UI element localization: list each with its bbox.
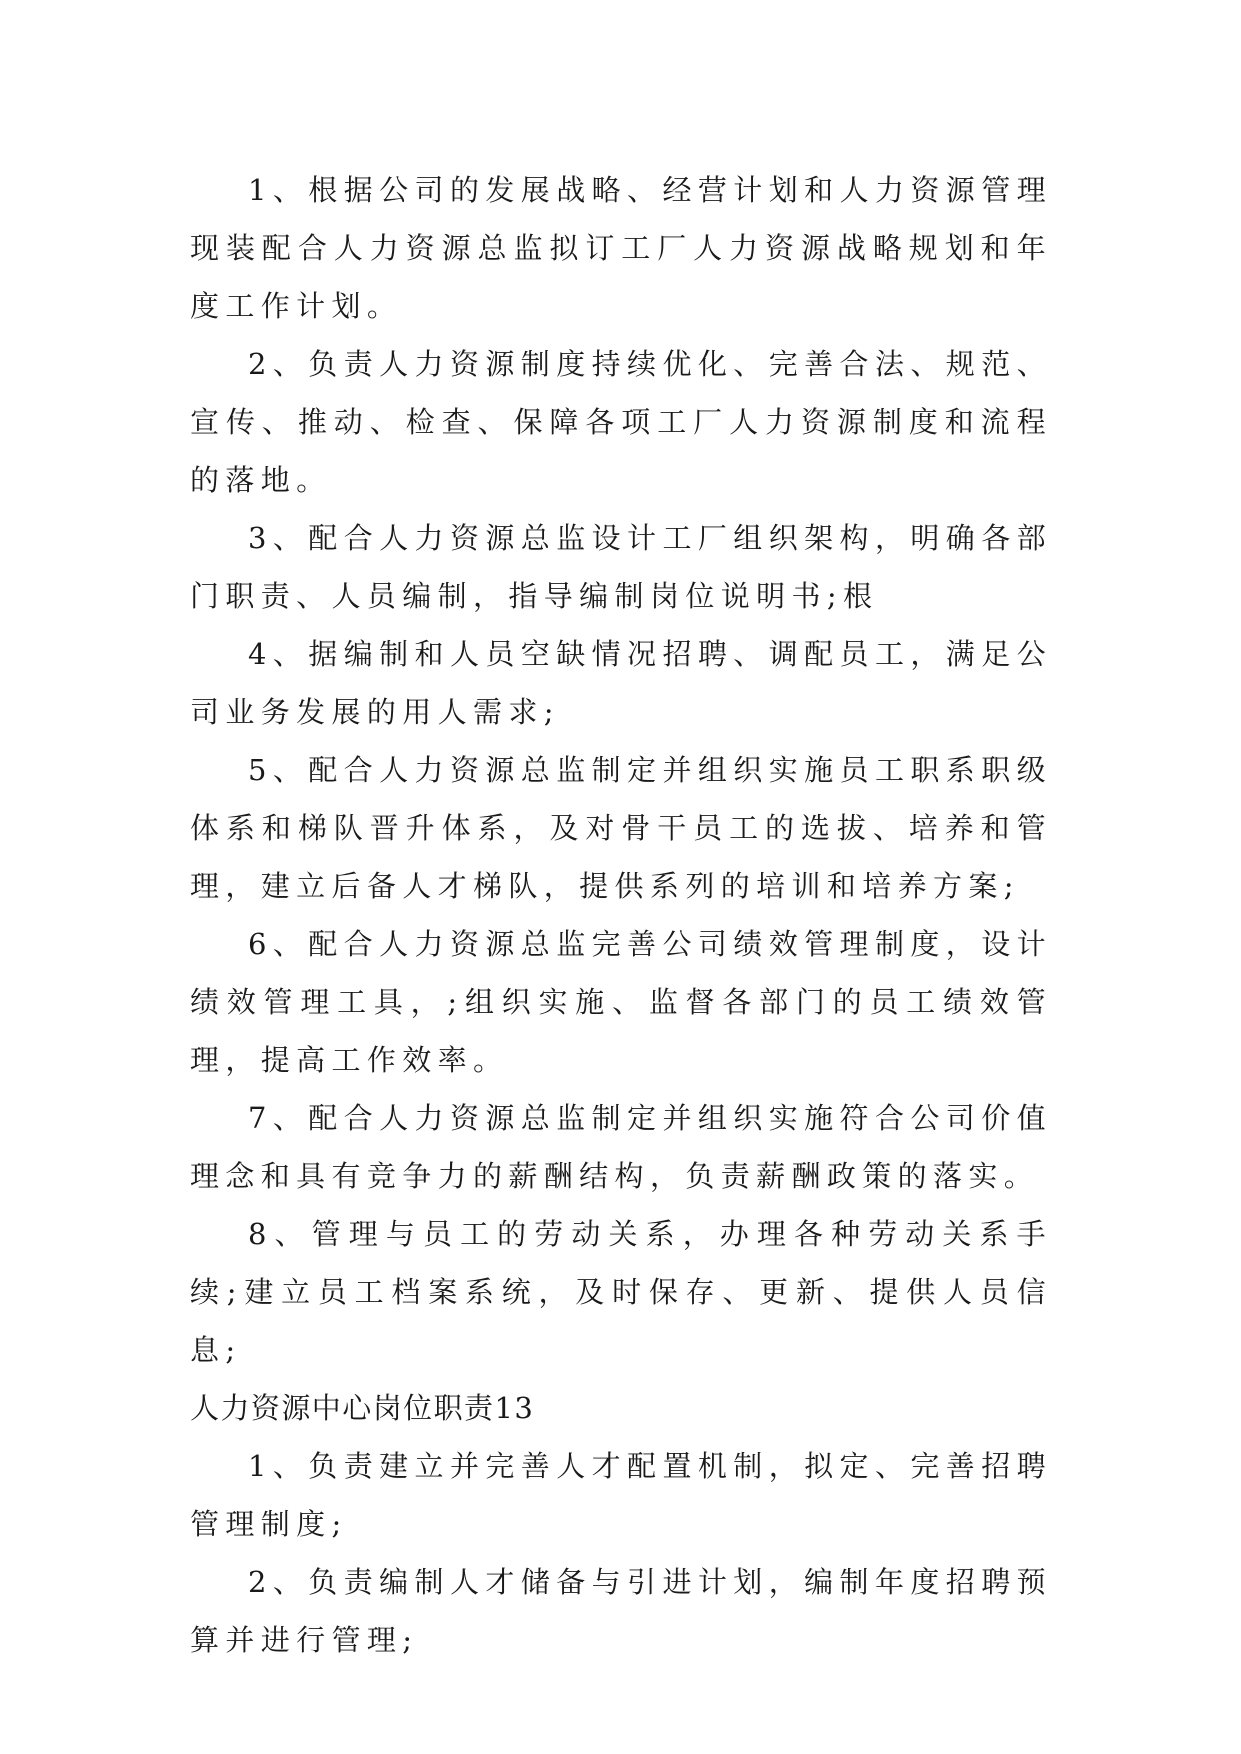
paragraph: 1、负责建立并完善人才配置机制，拟定、完善招聘管理制度; bbox=[190, 1449, 1052, 1541]
paragraph: 3、配合人力资源总监设计工厂组织架构，明确各部门职责、人员编制，指导编制岗位说明书;根 bbox=[190, 521, 1052, 613]
paragraph: 1、根据公司的发展战略、经营计划和人力资源管理现装配合人力资源总监拟订工厂人力资源战略规划和年度工作计划。 bbox=[190, 173, 1052, 323]
paragraph: 2、负责编制人才储备与引进计划，编制年度招聘预算并进行管理; bbox=[190, 1565, 1052, 1657]
paragraph: 4、据编制和人员空缺情况招聘、调配员工，满足公司业务发展的用人需求; bbox=[190, 637, 1052, 729]
paragraph: 8、管理与员工的劳动关系，办理各种劳动关系手续;建立员工档案系统，及时保存、更新、提供人员信息; bbox=[190, 1217, 1052, 1367]
paragraph: 2、负责人力资源制度持续优化、完善合法、规范、宣传、推动、检查、保障各项工厂人力资源制度和流程的落地。 bbox=[190, 347, 1052, 497]
paragraph: 7、配合人力资源总监制定并组织实施符合公司价值理念和具有竞争力的薪酬结构，负责薪酬政策的落实。 bbox=[190, 1101, 1052, 1193]
paragraph: 5、配合人力资源总监制定并组织实施员工职系职级体系和梯队晋升体系，及对骨干员工的选拔、培养和管理，建立后备人才梯队，提供系列的培训和培养方案; bbox=[190, 753, 1052, 903]
document-body bbox=[190, 161, 1052, 1669]
section-heading: 人力资源中心岗位职责13 bbox=[190, 1391, 535, 1425]
paragraph: 6、配合人力资源总监完善公司绩效管理制度，设计绩效管理工具，;组织实施、监督各部门的员工绩效管理，提高工作效率。 bbox=[190, 927, 1052, 1077]
